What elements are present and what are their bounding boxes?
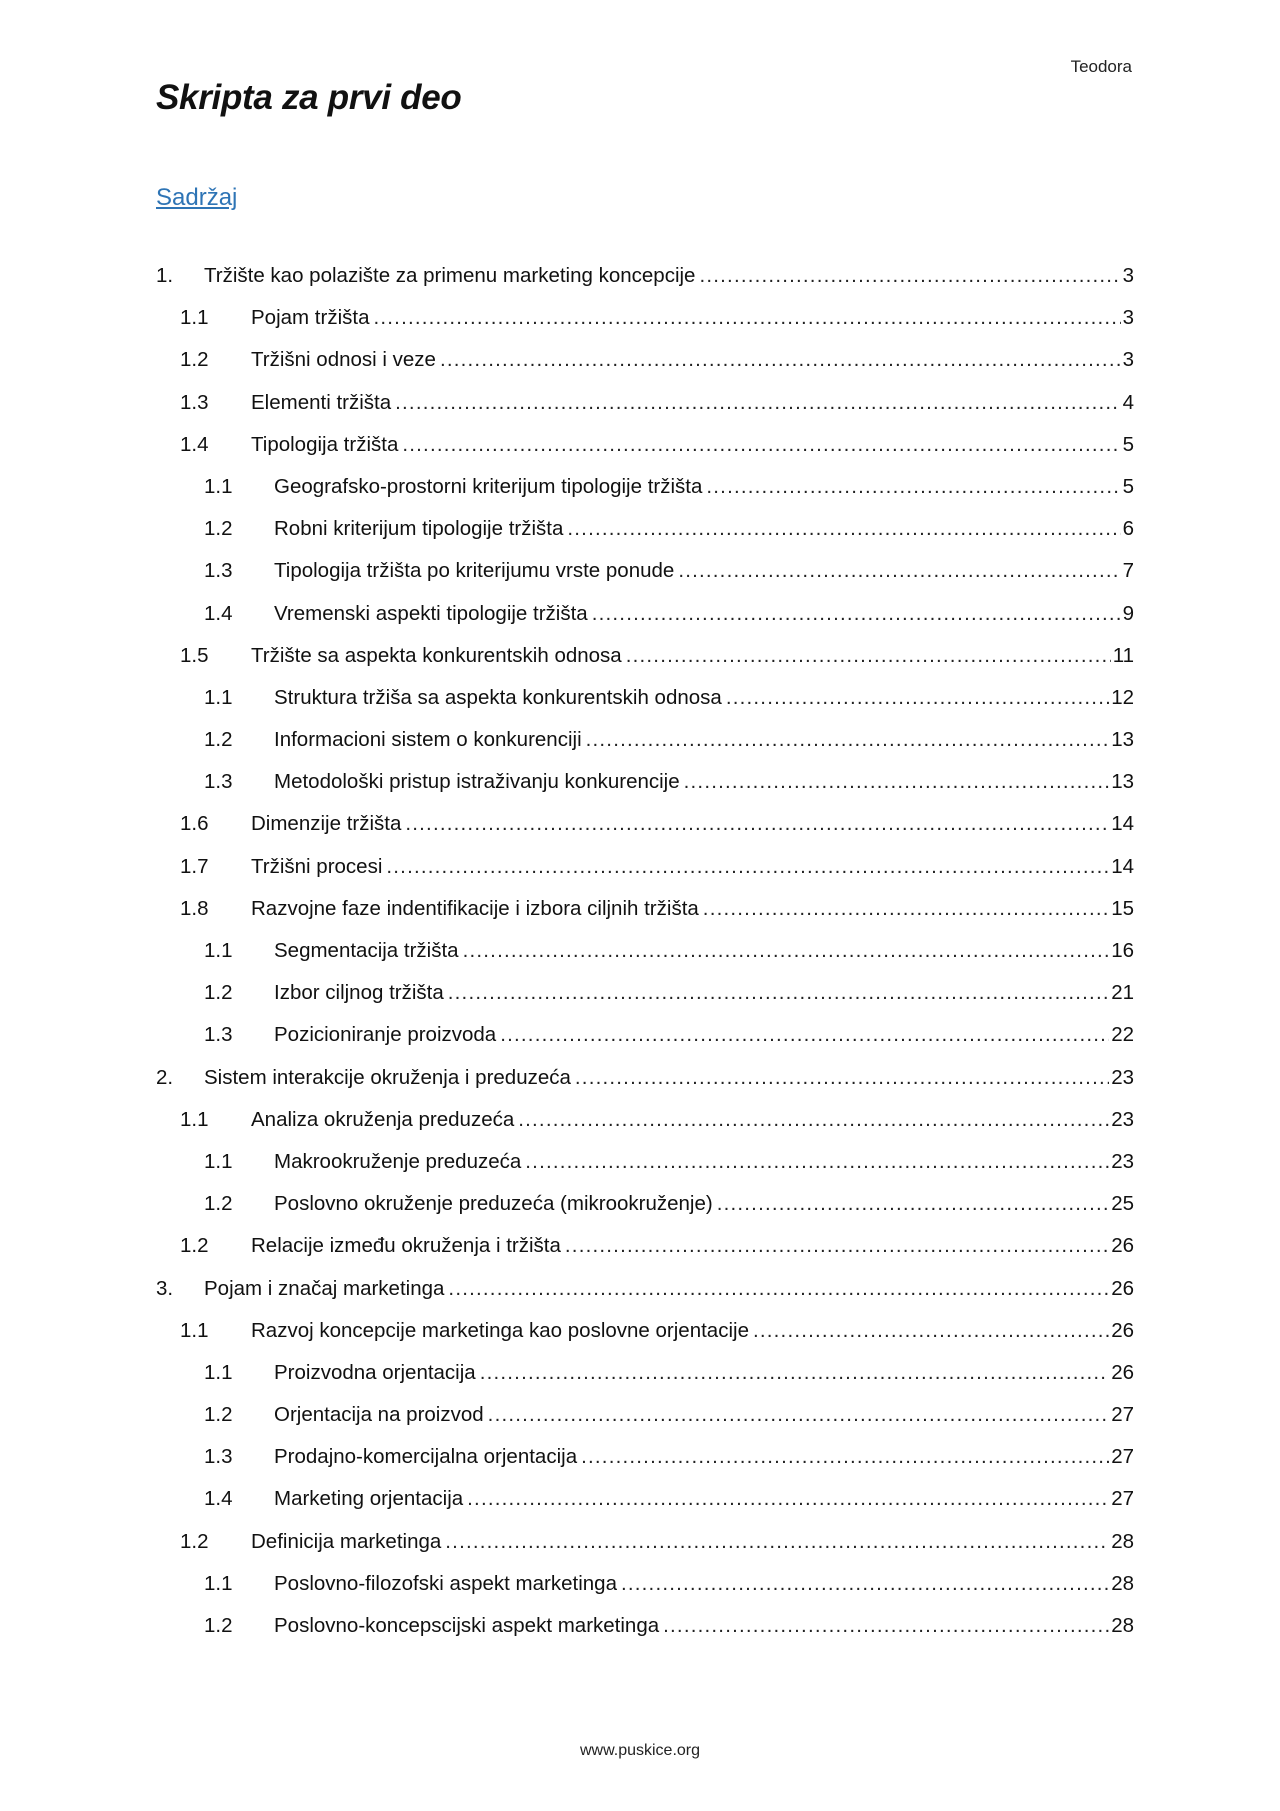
- toc-entry-number: 1.1: [204, 1571, 233, 1595]
- page-title: Skripta za prvi deo: [156, 78, 462, 117]
- toc-entry-number: 1.4: [180, 432, 209, 456]
- author-name: Teodora: [1070, 57, 1132, 76]
- toc-entry-number: 1.1: [180, 1318, 209, 1342]
- toc-entry-page-number: 5: [1122, 474, 1134, 498]
- toc-entry-number: 1.3: [204, 770, 233, 794]
- toc-entry-page-number: 5: [1122, 432, 1134, 456]
- toc-entry-title: Tržište sa aspekta konkurentskih odnosa: [251, 643, 622, 667]
- toc-dot-leader: [463, 937, 1110, 965]
- toc-entry[interactable]: [156, 684, 1134, 726]
- toc-entry[interactable]: [156, 1148, 1134, 1190]
- toc-dot-leader: [717, 1190, 1109, 1218]
- toc-entry-number: 1.4: [204, 601, 233, 625]
- toc-entry-title: Vremenski aspekti tipologije tržišta: [274, 601, 588, 625]
- toc-entry-page-number: 13: [1111, 770, 1134, 794]
- toc-entry[interactable]: [156, 726, 1134, 768]
- toc-entry-title: Prodajno-komercijalna orjentacija: [274, 1445, 578, 1469]
- toc-entry-number: 2.: [156, 1065, 174, 1089]
- toc-entry-page-number: 23: [1111, 1149, 1134, 1173]
- toc-entry-page-number: 14: [1111, 812, 1134, 836]
- toc-entry-number: 1.2: [180, 348, 209, 372]
- toc-entry-page-number: 6: [1122, 517, 1134, 541]
- toc-entry-title: Poslovno-koncepscijski aspekt marketinga: [274, 1614, 660, 1637]
- toc-entry-title: Pojam tržišta: [251, 306, 370, 330]
- toc-entry[interactable]: [156, 1021, 1134, 1063]
- toc-entry-number: 1.5: [180, 643, 209, 667]
- toc-entry-number: 1.3: [180, 390, 209, 414]
- toc-entry[interactable]: [156, 1064, 1134, 1106]
- toc-entry[interactable]: [156, 262, 1134, 304]
- toc-entry-page-number: 12: [1111, 685, 1134, 709]
- toc-entry[interactable]: [156, 1190, 1134, 1232]
- toc-dot-leader: [373, 304, 1120, 332]
- toc-entry-page-number: 11: [1112, 643, 1134, 667]
- toc-entry-number: 1.1: [204, 1360, 233, 1384]
- toc-entry-number: 1.2: [180, 1234, 209, 1258]
- toc-dot-leader: [525, 1148, 1109, 1176]
- toc-dot-leader: [448, 979, 1109, 1007]
- toc-dot-leader: [395, 389, 1120, 417]
- toc-entry[interactable]: [156, 431, 1134, 473]
- toc-entry[interactable]: [156, 1570, 1134, 1612]
- toc-entry-title: Poslovno okruženje preduzeća (mikrookruženje): [274, 1192, 713, 1216]
- toc-entry-page-number: 4: [1122, 390, 1134, 414]
- toc-entry-number: 1.1: [204, 474, 233, 498]
- toc-entry-number: 1.7: [180, 854, 209, 878]
- toc-entry[interactable]: [156, 1232, 1134, 1274]
- toc-entry-title: Metodološki pristup istraživanju konkurencije: [274, 770, 680, 794]
- toc-dot-leader: [621, 1570, 1109, 1598]
- toc-entry-title: Relacije između okruženja i tržišta: [251, 1234, 561, 1258]
- toc-entry-title: Dimenzije tržišta: [251, 812, 402, 836]
- toc-entry-title: Tipologija tržišta: [251, 432, 399, 456]
- toc-entry[interactable]: [156, 979, 1134, 1021]
- toc-entry[interactable]: [156, 1359, 1134, 1401]
- toc-entry-page-number: 14: [1111, 854, 1134, 878]
- toc-entry-title: Informacioni sistem o konkurenciji: [274, 728, 582, 752]
- toc-entry[interactable]: [156, 1528, 1134, 1570]
- toc-entry[interactable]: [156, 557, 1134, 599]
- toc-entry[interactable]: [156, 346, 1134, 388]
- toc-dot-leader: [488, 1401, 1110, 1429]
- toc-entry-page-number: 16: [1111, 939, 1134, 962]
- toc-entry-number: 1.6: [180, 812, 209, 836]
- toc-entry-number: 1.3: [204, 559, 233, 583]
- toc-entry-page-number: 26: [1111, 1234, 1134, 1258]
- toc-dot-leader: [575, 1064, 1109, 1092]
- toc-entry[interactable]: [156, 642, 1134, 684]
- toc-entry[interactable]: [156, 389, 1134, 431]
- toc-entry-number: 1.: [156, 264, 174, 287]
- toc-entry-title: Pozicioniranje proizvoda: [274, 1023, 497, 1047]
- toc-entry-title: Analiza okruženja preduzeća: [251, 1107, 515, 1131]
- toc-entry-title: Segmentacija tržišta: [274, 939, 459, 962]
- toc-entry-title: Orjentacija na proizvod: [274, 1403, 484, 1427]
- toc-dot-leader: [405, 810, 1109, 838]
- toc-dot-leader: [626, 642, 1111, 670]
- toc-entry-page-number: 26: [1111, 1318, 1134, 1342]
- toc-entry-title: Izbor ciljnog tržišta: [274, 981, 444, 1005]
- toc-entry[interactable]: [156, 1106, 1134, 1148]
- toc-entry[interactable]: [156, 600, 1134, 642]
- toc-dot-leader: [467, 1485, 1109, 1513]
- toc-entry-number: 1.1: [180, 306, 209, 330]
- toc-dot-leader: [480, 1359, 1109, 1387]
- toc-entry-title: Robni kriterijum tipologije tržišta: [274, 517, 564, 541]
- toc-entry-page-number: 28: [1111, 1571, 1134, 1595]
- toc-entry-title: Poslovno-filozofski aspekt marketinga: [274, 1571, 617, 1595]
- toc-entry-title: Proizvodna orjentacija: [274, 1360, 476, 1384]
- footer-website: www.puskice.org: [579, 1742, 701, 1759]
- toc-entry-page-number: 27: [1111, 1403, 1134, 1427]
- toc-entry[interactable]: [156, 304, 1134, 346]
- toc-heading-link[interactable]: Sadržaj: [156, 184, 238, 211]
- toc-dot-leader: [581, 1443, 1109, 1471]
- toc-entry[interactable]: [156, 515, 1134, 557]
- toc-entry-number: 1.2: [204, 1403, 233, 1427]
- toc-entry[interactable]: [156, 768, 1134, 810]
- toc-entry-title: Definicija marketinga: [251, 1529, 442, 1553]
- toc-dot-leader: [678, 557, 1120, 585]
- toc-entry-number: 1.1: [204, 1149, 233, 1173]
- toc-entry[interactable]: [156, 1275, 1134, 1317]
- toc-entry[interactable]: [156, 853, 1134, 895]
- toc-entry-title: Tržišni odnosi i veze: [251, 348, 436, 372]
- toc-entry-page-number: 26: [1111, 1360, 1134, 1384]
- toc-dot-leader: [386, 853, 1109, 881]
- toc-dot-leader: [440, 346, 1121, 374]
- toc-entry-page-number: 27: [1111, 1487, 1134, 1511]
- toc-dot-leader: [684, 768, 1110, 796]
- toc-entry-number: 1.2: [180, 1529, 209, 1553]
- toc-dot-leader: [703, 895, 1109, 923]
- toc-entry-page-number: 23: [1111, 1065, 1134, 1089]
- toc-dot-leader: [592, 600, 1121, 628]
- toc-entry-page-number: 3: [1122, 306, 1134, 330]
- toc-dot-leader: [445, 1528, 1109, 1556]
- toc-entry-title: Geografsko-prostorni kriterijum tipologije tržišta: [274, 474, 703, 498]
- toc-entry-page-number: 3: [1122, 264, 1134, 287]
- toc-entry-page-number: 23: [1111, 1107, 1134, 1131]
- toc-entry-page-number: 9: [1122, 601, 1134, 625]
- toc-entry-page-number: 26: [1111, 1276, 1134, 1300]
- toc-entry[interactable]: [156, 895, 1134, 937]
- toc-entry-title: Tržište kao polazište za primenu marketing koncepcije: [204, 264, 696, 287]
- toc-entry-title: Razvoj koncepcije marketinga kao poslovne orjentacije: [251, 1318, 749, 1342]
- toc-entry-number: 1.2: [204, 1614, 233, 1637]
- toc-entry-number: 1.1: [180, 1107, 209, 1131]
- toc-entry-page-number: 25: [1111, 1192, 1134, 1216]
- toc-dot-leader: [753, 1317, 1109, 1345]
- toc-dot-leader: [663, 1612, 1109, 1640]
- toc-entry-page-number: 15: [1111, 896, 1134, 920]
- toc-entry-number: 1.2: [204, 1192, 233, 1216]
- toc-entry-title: Pojam i značaj marketinga: [204, 1276, 445, 1300]
- toc-entry-number: 3.: [156, 1276, 174, 1300]
- toc-dot-leader: [726, 684, 1109, 712]
- toc-dot-leader: [699, 262, 1120, 290]
- toc-entry-number: 1.3: [204, 1023, 233, 1047]
- toc-entry[interactable]: [156, 1485, 1134, 1527]
- toc-entry[interactable]: [156, 937, 1134, 979]
- toc-entry-page-number: 28: [1111, 1529, 1134, 1553]
- toc-entry[interactable]: [156, 1612, 1134, 1654]
- toc-entry-title: Elementi tržišta: [251, 390, 392, 414]
- toc-entry-title: Tržišni procesi: [251, 854, 383, 878]
- toc-entry-page-number: 21: [1111, 981, 1134, 1005]
- toc-entry[interactable]: [156, 1317, 1134, 1359]
- toc-entry-number: 1.1: [204, 685, 233, 709]
- toc-entry-number: 1.8: [180, 896, 209, 920]
- toc-entry[interactable]: [156, 1401, 1134, 1443]
- toc-entry-number: 1.2: [204, 517, 233, 541]
- toc-entry-number: 1.3: [204, 1445, 233, 1469]
- toc-dot-leader: [706, 473, 1120, 501]
- toc-entry[interactable]: [156, 810, 1134, 852]
- toc-dot-leader: [500, 1021, 1109, 1049]
- toc-entry-title: Struktura tržiša sa aspekta konkurentskih odnosa: [274, 685, 722, 709]
- toc-entry-title: Razvojne faze indentifikacije i izbora ciljnih tržišta: [251, 896, 699, 920]
- toc-entry-title: Marketing orjentacija: [274, 1487, 464, 1511]
- toc-entry-number: 1.2: [204, 981, 233, 1005]
- toc-entry-page-number: 28: [1111, 1614, 1134, 1637]
- toc-entry-page-number: 3: [1122, 348, 1134, 372]
- toc-dot-leader: [565, 1232, 1109, 1260]
- toc-entry[interactable]: [156, 1443, 1134, 1485]
- toc-entry-title: Tipologija tržišta po kriterijumu vrste ponude: [274, 559, 675, 583]
- toc-entry[interactable]: [156, 473, 1134, 515]
- toc-entry-page-number: 22: [1111, 1023, 1134, 1047]
- toc-dot-leader: [402, 431, 1120, 459]
- toc-entry-title: Sistem interakcije okruženja i preduzeća: [204, 1065, 571, 1089]
- toc-entry-number: 1.2: [204, 728, 233, 752]
- toc-dot-leader: [448, 1275, 1109, 1303]
- toc-entry-page-number: 13: [1111, 728, 1134, 752]
- table-of-contents: [156, 262, 1134, 1654]
- toc-dot-leader: [586, 726, 1110, 754]
- toc-entry-page-number: 27: [1111, 1445, 1134, 1469]
- toc-entry-number: 1.1: [204, 939, 233, 962]
- toc-dot-leader: [518, 1106, 1109, 1134]
- toc-entry-number: 1.4: [204, 1487, 233, 1511]
- toc-entry-title: Makrookruženje preduzeća: [274, 1149, 522, 1173]
- toc-entry-page-number: 7: [1122, 559, 1134, 583]
- toc-dot-leader: [567, 515, 1120, 543]
